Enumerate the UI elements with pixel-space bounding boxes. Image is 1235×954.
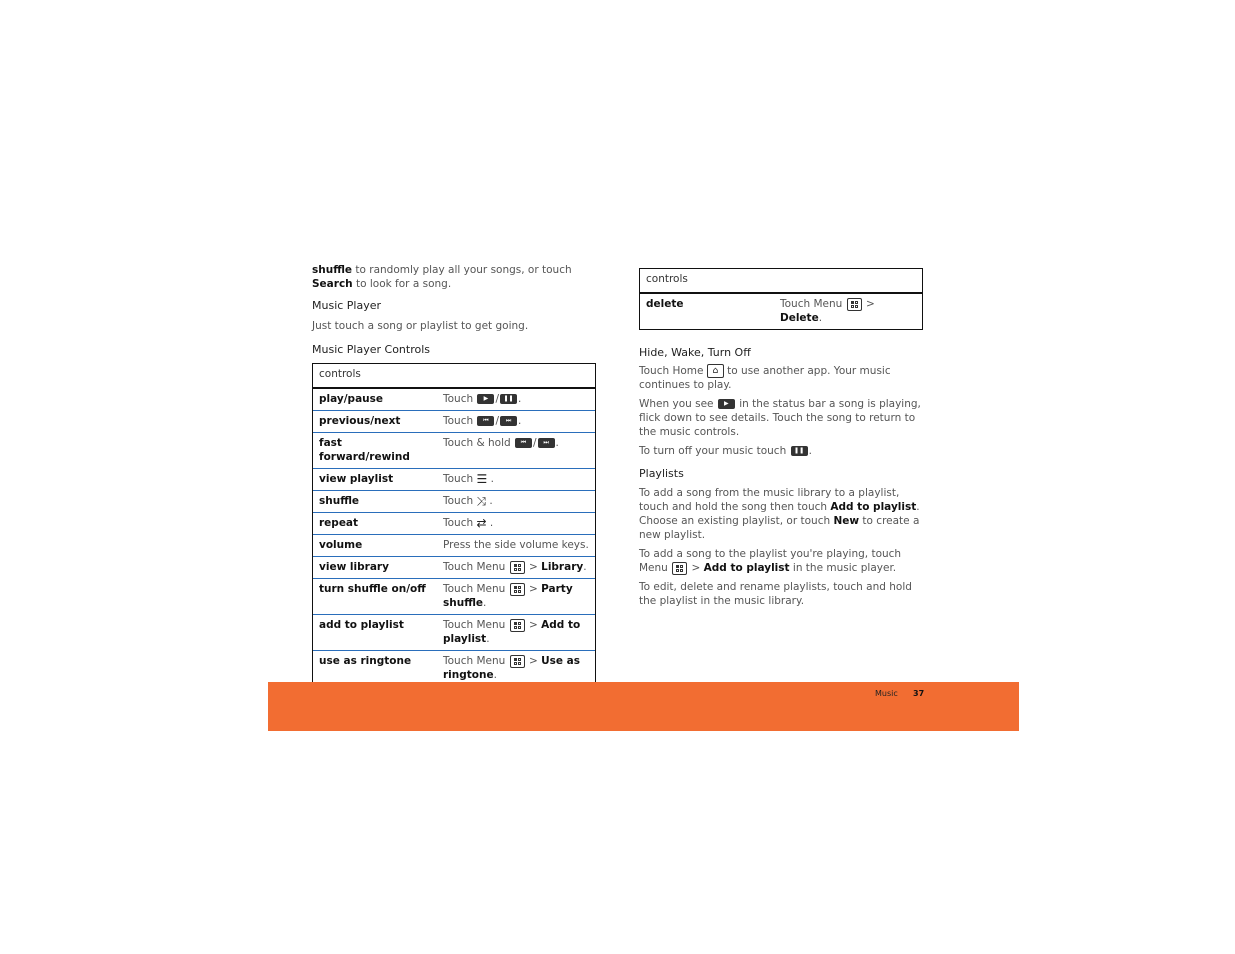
table-header: controls xyxy=(313,364,596,389)
table-row: add to playlist Touch Menu > Add to playlist. xyxy=(313,615,596,651)
menu-key-icon xyxy=(672,562,687,575)
hide-wake-heading: Hide, Wake, Turn Off xyxy=(639,346,751,359)
table-row: view playlist Touch ☰ . xyxy=(313,469,596,491)
table-row: volume Press the side volume keys. xyxy=(313,535,596,557)
repeat-icon: ⇄ xyxy=(476,516,487,530)
list-icon: ☰ xyxy=(476,472,488,486)
right-column xyxy=(639,268,923,608)
menu-key-icon xyxy=(847,298,862,311)
footer-bar xyxy=(268,682,1019,731)
rewind-icon: ⏮ xyxy=(515,438,532,448)
previous-icon: ⏮ xyxy=(477,416,494,426)
menu-key-icon xyxy=(510,583,525,596)
table-row: view library Touch Menu > Library. xyxy=(313,557,596,579)
table-row: previous/next Touch ⏮ / ⏭ . xyxy=(313,411,596,433)
playlists-heading: Playlists xyxy=(639,467,684,480)
intro-paragraph: shuffle to randomly play all your songs, or touch Search to look for a song. xyxy=(312,264,572,290)
fast-forward-icon: ⏭ xyxy=(538,438,555,448)
menu-key-icon xyxy=(510,561,525,574)
pause-icon: ❚❚ xyxy=(791,446,808,456)
menu-key-icon xyxy=(510,655,525,668)
menu-key-icon xyxy=(510,619,525,632)
table-row: delete Touch Menu > Delete. xyxy=(640,293,923,330)
next-icon: ⏭ xyxy=(500,416,517,426)
footer-section-label: Music xyxy=(875,689,898,698)
table-row: repeat Touch ⇄ . xyxy=(313,513,596,535)
pause-icon: ❚❚ xyxy=(500,394,517,404)
playlists-paragraph-2: To add a song to the playlist you're playing, touch Menu > Add to playlist in the music player. xyxy=(639,548,902,574)
music-player-heading: Music Player xyxy=(312,299,382,312)
table-row: use as ringtone Touch Menu > Use as ringtone. xyxy=(313,651,596,687)
shuffle-icon: ⤨ xyxy=(476,494,487,508)
table-row: turn shuffle on/off Touch Menu > Party shuffle. xyxy=(313,579,596,615)
delete-controls-table xyxy=(639,268,923,330)
controls-heading: Music Player Controls xyxy=(312,343,431,356)
music-player-controls-table xyxy=(312,363,596,687)
hide-paragraph-3: To turn off your music touch ❚❚ . xyxy=(639,445,812,457)
page-number: 37 xyxy=(913,689,925,698)
table-row: play/pause Touch ▶ / ❚❚ . xyxy=(313,388,596,411)
table-row: fast forward/rewind Touch & hold ⏮ / ⏭ . xyxy=(313,433,596,469)
hide-paragraph-2: When you see ▶ in the status bar a song is playing, flick down to see details. Touch the song to return to the music controls. xyxy=(639,398,921,438)
music-player-text: Just touch a song or playlist to get going. xyxy=(312,320,529,332)
left-column xyxy=(312,263,596,687)
home-key-icon: ⌂ xyxy=(707,364,724,378)
hide-paragraph-1: Touch Home ⌂ to use another app. Your music continues to play. xyxy=(639,365,891,391)
playlists-paragraph-1: To add a song from the music library to a playlist, touch and hold the song then touch Add to playlist. Choose an existing playlist, or touch New to create a new playlist. xyxy=(639,487,920,541)
playlists-paragraph-3: To edit, delete and rename playlists, touch and hold the playlist in the music library. xyxy=(639,581,912,607)
play-icon: ▶ xyxy=(718,399,735,409)
table-header: controls xyxy=(640,269,923,294)
play-icon: ▶ xyxy=(477,394,494,404)
table-row: shuffle Touch ⤨ . xyxy=(313,491,596,513)
